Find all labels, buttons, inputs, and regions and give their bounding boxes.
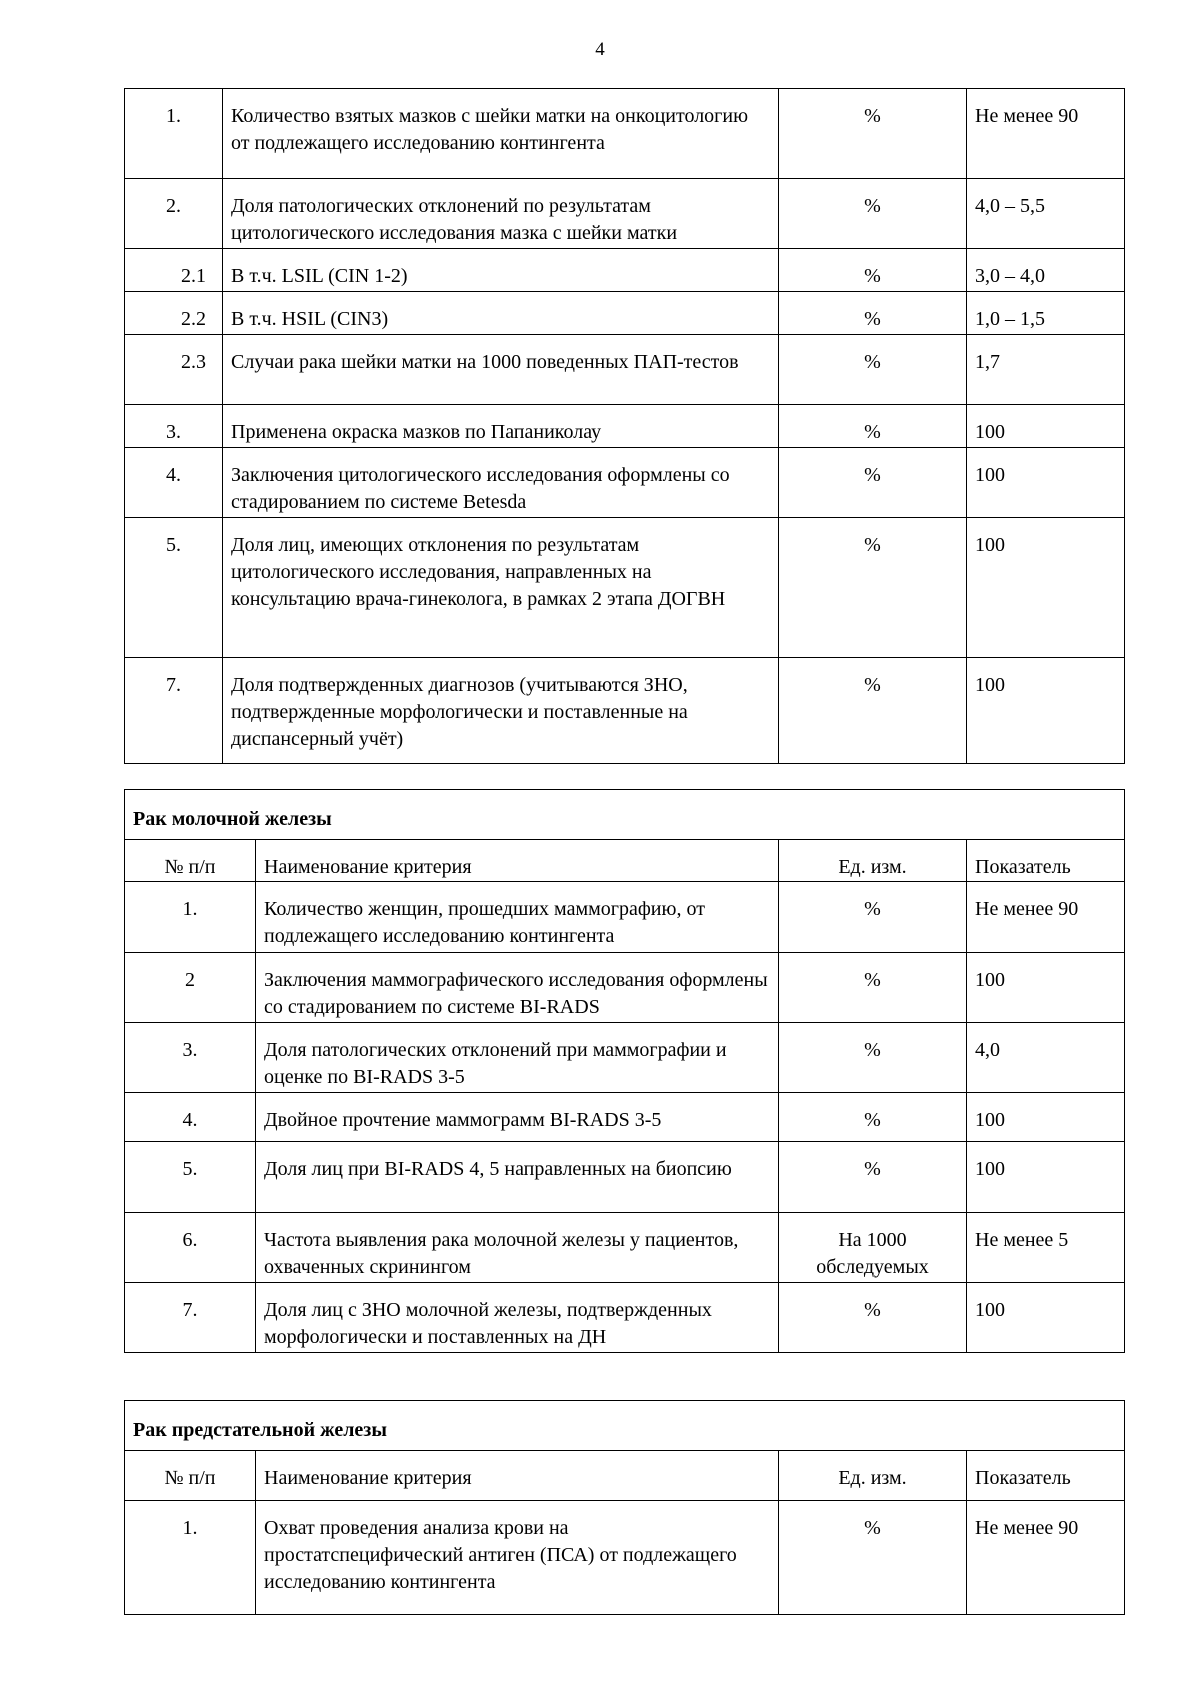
criterion-name: Случаи рака шейки матки на 1000 поведенных ПАП-тестов [223,335,779,405]
unit-cell: % [779,1023,967,1093]
header-name: Наименование критерия [256,840,779,882]
row-number: 5. [125,518,223,658]
row-number: 1. [125,1501,256,1615]
value-cell: Не менее 90 [967,89,1125,179]
value-cell: 100 [967,1093,1125,1142]
table-row [125,335,1125,405]
row-number: 2.1 [125,249,223,292]
row-number: 1. [125,882,256,953]
row-number: 2.3 [125,335,223,405]
criterion-name: Доля лиц с ЗНО молочной железы, подтвержденных морфологически и поставленных на ДН [256,1283,779,1353]
criterion-name: Охват проведения анализа крови на простатспецифический антиген (ПСА) от подлежащего исследованию контингента [256,1501,779,1615]
table-row [125,1142,1125,1213]
unit-cell: % [779,335,967,405]
table-row [125,1213,1125,1283]
value-cell: 100 [967,658,1125,764]
table-row [125,179,1125,249]
section-title-row [125,790,1125,840]
value-cell: 4,0 – 5,5 [967,179,1125,249]
table-row [125,1023,1125,1093]
unit-cell: % [779,518,967,658]
unit-cell: % [779,658,967,764]
header-value: Показатель [967,840,1125,882]
value-cell: 100 [967,953,1125,1023]
header-name: Наименование критерия [256,1451,779,1501]
criterion-name: Доля патологических отклонений при маммографии и оценке по BI-RADS 3-5 [256,1023,779,1093]
table-row [125,1093,1125,1142]
unit-cell: % [779,1283,967,1353]
table-row [125,89,1125,179]
row-number: 1. [125,89,223,179]
table-row [125,1501,1125,1615]
table-row [125,518,1125,658]
row-number: 4. [125,1093,256,1142]
row-number: 6. [125,1213,256,1283]
value-cell: 100 [967,448,1125,518]
section-title: Рак молочной железы [125,790,1125,840]
unit-cell: % [779,953,967,1023]
header-num: № п/п [125,1451,256,1501]
unit-cell: На 1000 обследуемых [779,1213,967,1283]
criterion-name: Доля подтвержденных диагнозов (учитываются ЗНО, подтвержденные морфологически и поставленные на диспансерный учёт) [223,658,779,764]
value-cell: 4,0 [967,1023,1125,1093]
criterion-name: В т.ч. LSIL (CIN 1-2) [223,249,779,292]
criterion-name: Доля лиц при BI-RADS 4, 5 направленных на биопсию [256,1142,779,1213]
unit-cell: % [779,292,967,335]
row-number: 3. [125,1023,256,1093]
value-cell: 100 [967,518,1125,658]
page-number: 4 [595,39,605,60]
row-number: 2.2 [125,292,223,335]
criterion-name: Количество женщин, прошедших маммографию, от подлежащего исследованию контингента [256,882,779,953]
row-number: 2. [125,179,223,249]
header-unit: Ед. изм. [779,1451,967,1501]
criterion-name: Количество взятых мазков с шейки матки на онкоцитологию от подлежащего исследованию контингента [223,89,779,179]
header-row [125,840,1125,882]
value-cell: 100 [967,405,1125,448]
header-unit: Ед. изм. [779,840,967,882]
unit-cell: % [779,405,967,448]
table-row [125,249,1125,292]
value-cell: 3,0 – 4,0 [967,249,1125,292]
unit-cell: % [779,1142,967,1213]
criterion-name: Доля лиц, имеющих отклонения по результатам цитологического исследования, направленных на консультацию врача-гинеколога, в рамках 2 этапа ДОГВН [223,518,779,658]
header-num: № п/п [125,840,256,882]
table-row [125,448,1125,518]
value-cell: 100 [967,1142,1125,1213]
breast-cancer-table [124,789,1125,1353]
table-row [125,405,1125,448]
unit-cell: % [779,882,967,953]
prostate-cancer-table [124,1400,1125,1615]
row-number: 3. [125,405,223,448]
unit-cell: % [779,89,967,179]
value-cell: Не менее 90 [967,882,1125,953]
criterion-name: Заключения маммографического исследования оформлены со стадированием по системе BI-RADS [256,953,779,1023]
unit-cell: % [779,1501,967,1615]
criterion-name: В т.ч. HSIL (CIN3) [223,292,779,335]
criterion-name: Заключения цитологического исследования оформлены со стадированием по системе Betesda [223,448,779,518]
row-number: 7. [125,658,223,764]
unit-cell: % [779,1093,967,1142]
value-cell: 1,7 [967,335,1125,405]
criterion-name: Частота выявления рака молочной железы у пациентов, охваченных скринингом [256,1213,779,1283]
value-cell: 100 [967,1283,1125,1353]
row-number: 4. [125,448,223,518]
value-cell: Не менее 90 [967,1501,1125,1615]
table-row [125,292,1125,335]
unit-cell: % [779,249,967,292]
row-number: 5. [125,1142,256,1213]
cervical-screening-table [124,88,1125,764]
criterion-name: Доля патологических отклонений по результатам цитологического исследования мазка с шейки матки [223,179,779,249]
section-title-row [125,1401,1125,1451]
table-row [125,1283,1125,1353]
table-row [125,882,1125,953]
value-cell: Не менее 5 [967,1213,1125,1283]
header-value: Показатель [967,1451,1125,1501]
criterion-name: Применена окраска мазков по Папаниколау [223,405,779,448]
unit-cell: % [779,448,967,518]
table-row [125,658,1125,764]
header-row [125,1451,1125,1501]
value-cell: 1,0 – 1,5 [967,292,1125,335]
criterion-name: Двойное прочтение маммограмм BI-RADS 3-5 [256,1093,779,1142]
row-number: 2 [125,953,256,1023]
row-number: 7. [125,1283,256,1353]
unit-cell: % [779,179,967,249]
table-row [125,953,1125,1023]
section-title: Рак предстательной железы [125,1401,1125,1451]
